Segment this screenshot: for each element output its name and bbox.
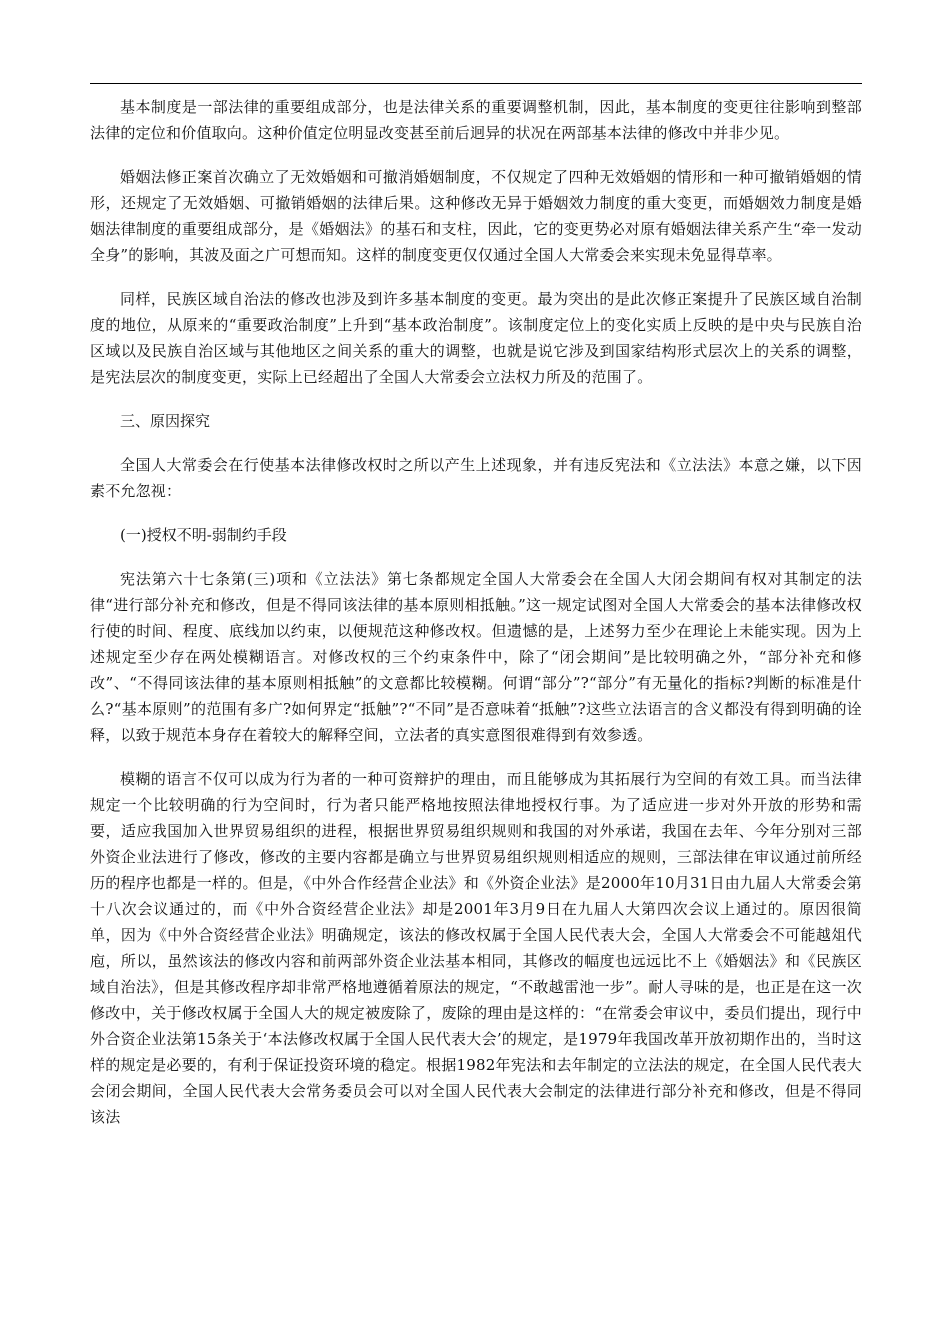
paragraph-causes-intro: 全国人大常委会在行使基本法律修改权时之所以产生上述现象，并有违反宪法和《立法法》本意之嫌，以下因素不允忽视： bbox=[90, 456, 862, 500]
paragraph-constitution-article: 宪法第六十七条第(三)项和《立法法》第七条都规定全国人大常委会在全国人大闭会期间有权对其制定的法律“进行部分补充和修改，但是不得同该法律的基本原则相抵触。”这一规定试图对全国人大常委会的基本法律修改权行使的时间、程度、底线加以约束，以便规范这种修改权。但遗憾的是，上述努力至少在理论上未能实现。因为上述规定至少存在两处模糊语言。对修改权的三个约束条件中，除了“闭会期间”是比较明确之外，“部分补充和修改”、“不得同该法律的基本原则相抵触”的文意都比较模糊。何谓“部分”?“部分”有无量化的指标?判断的标准是什么?“基本原则”的范围有多广?如何界定“抵触”?“不同”是否意味着“抵触”?这些立法语言的含义都没有得到明确的诠释，以致于规范本身存在着较大的解释空间，立法者的真实意图很难得到有效参透。 bbox=[90, 570, 862, 744]
section-heading-causes: 三、原因探究 bbox=[120, 412, 211, 430]
subsection-heading-authorization: (一)授权不明-弱制约手段 bbox=[120, 526, 287, 544]
paragraph-marriage-law: 婚姻法修正案首次确立了无效婚姻和可撤消婚姻制度，不仅规定了四种无效婚姻的情形和一种可撤销婚姻的情形，还规定了无效婚姻、可撤销婚姻的法律后果。这种修改无异于婚姻效力制度的重大变更，而婚姻效力制度是婚姻法律制度的重要组成部分，是《婚姻法》的基石和支柱，因此，它的变更势必对原有婚姻法律关系产生“牵一发动全身”的影响，其波及面之广可想而知。这样的制度变更仅仅通过全国人大常委会来实现未免显得草率。 bbox=[90, 168, 862, 264]
paragraph-vague-language: 模糊的语言不仅可以成为行为者的一种可资辩护的理由，而且能够成为其拓展行为空间的有效工具。而当法律规定一个比较明确的行为空间时，行为者只能严格地按照法律地授权行事。为了适应进一步对外开放的形势和需要，适应我国加入世界贸易组织的进程，根据世界贸易组织规则和我国的对外承诺，我国在去年、今年分别对三部外资企业法进行了修改，修改的主要内容都是确立与世界贸易组织规则相适应的规则，三部法律在审议通过前所经历的程序也都是一样的。但是，《中外合作经营企业法》和《外资企业法》是2000年10月31日由九届人大常委会第十八次会议通过的，而《中外合资经营企业法》却是2001年3月9日在九届人大第四次会议上通过的。原因很简单，因为《中外合资经营企业法》明确规定，该法的修改权属于全国人民代表大会，全国人大常委会不可能越俎代庖，所以，虽然该法的修改内容和前两部外资企业法基本相同，其修改的幅度也远远比不上《婚姻法》和《民族区域自治法》，但是其修改程序却非常严格地遵循着原法的规定，“不敢越雷池一步”。耐人寻味的是，也正是在这一次修改中，关于修改权属于全国人大的规定被废除了，废除的理由是这样的：“在常委会审议中，委员们提出，现行中外合资企业法第15条关于‘本法修改权属于全国人民代表大会’的规定，是1979年我国改革开放初期作出的，当时这样的规定是必要的，有利于保证投资环境的稳定。根据1982年宪法和去年制定的立法法的规定，在全国人民代表大会闭会期间，全国人民代表大会常务委员会可以对全国人民代表大会制定的法律进行部分补充和修改，但是不得同该法 bbox=[90, 770, 862, 1126]
document-page bbox=[90, 0, 862, 1344]
document-body bbox=[90, 94, 862, 1148]
header-rule bbox=[90, 83, 862, 84]
paragraph-basic-system: 基本制度是一部法律的重要组成部分，也是法律关系的重要调整机制，因此，基本制度的变更往往影响到整部法律的定位和价值取向。这种价值定位明显改变甚至前后迥异的状况在两部基本法律的修改中并非少见。 bbox=[90, 98, 862, 142]
paragraph-ethnic-autonomy: 同样，民族区域自治法的修改也涉及到许多基本制度的变更。最为突出的是此次修正案提升了民族区域自治制度的地位，从原来的“重要政治制度”上升到“基本政治制度”。该制度定位上的变化实质上反映的是中央与民族自治区域以及民族自治区域与其他地区之间关系的重大的调整，也就是说它涉及到国家结构形式层次上的关系的调整，是宪法层次的制度变更，实际上已经超出了全国人大常委会立法权力所及的范围了。 bbox=[90, 290, 862, 386]
